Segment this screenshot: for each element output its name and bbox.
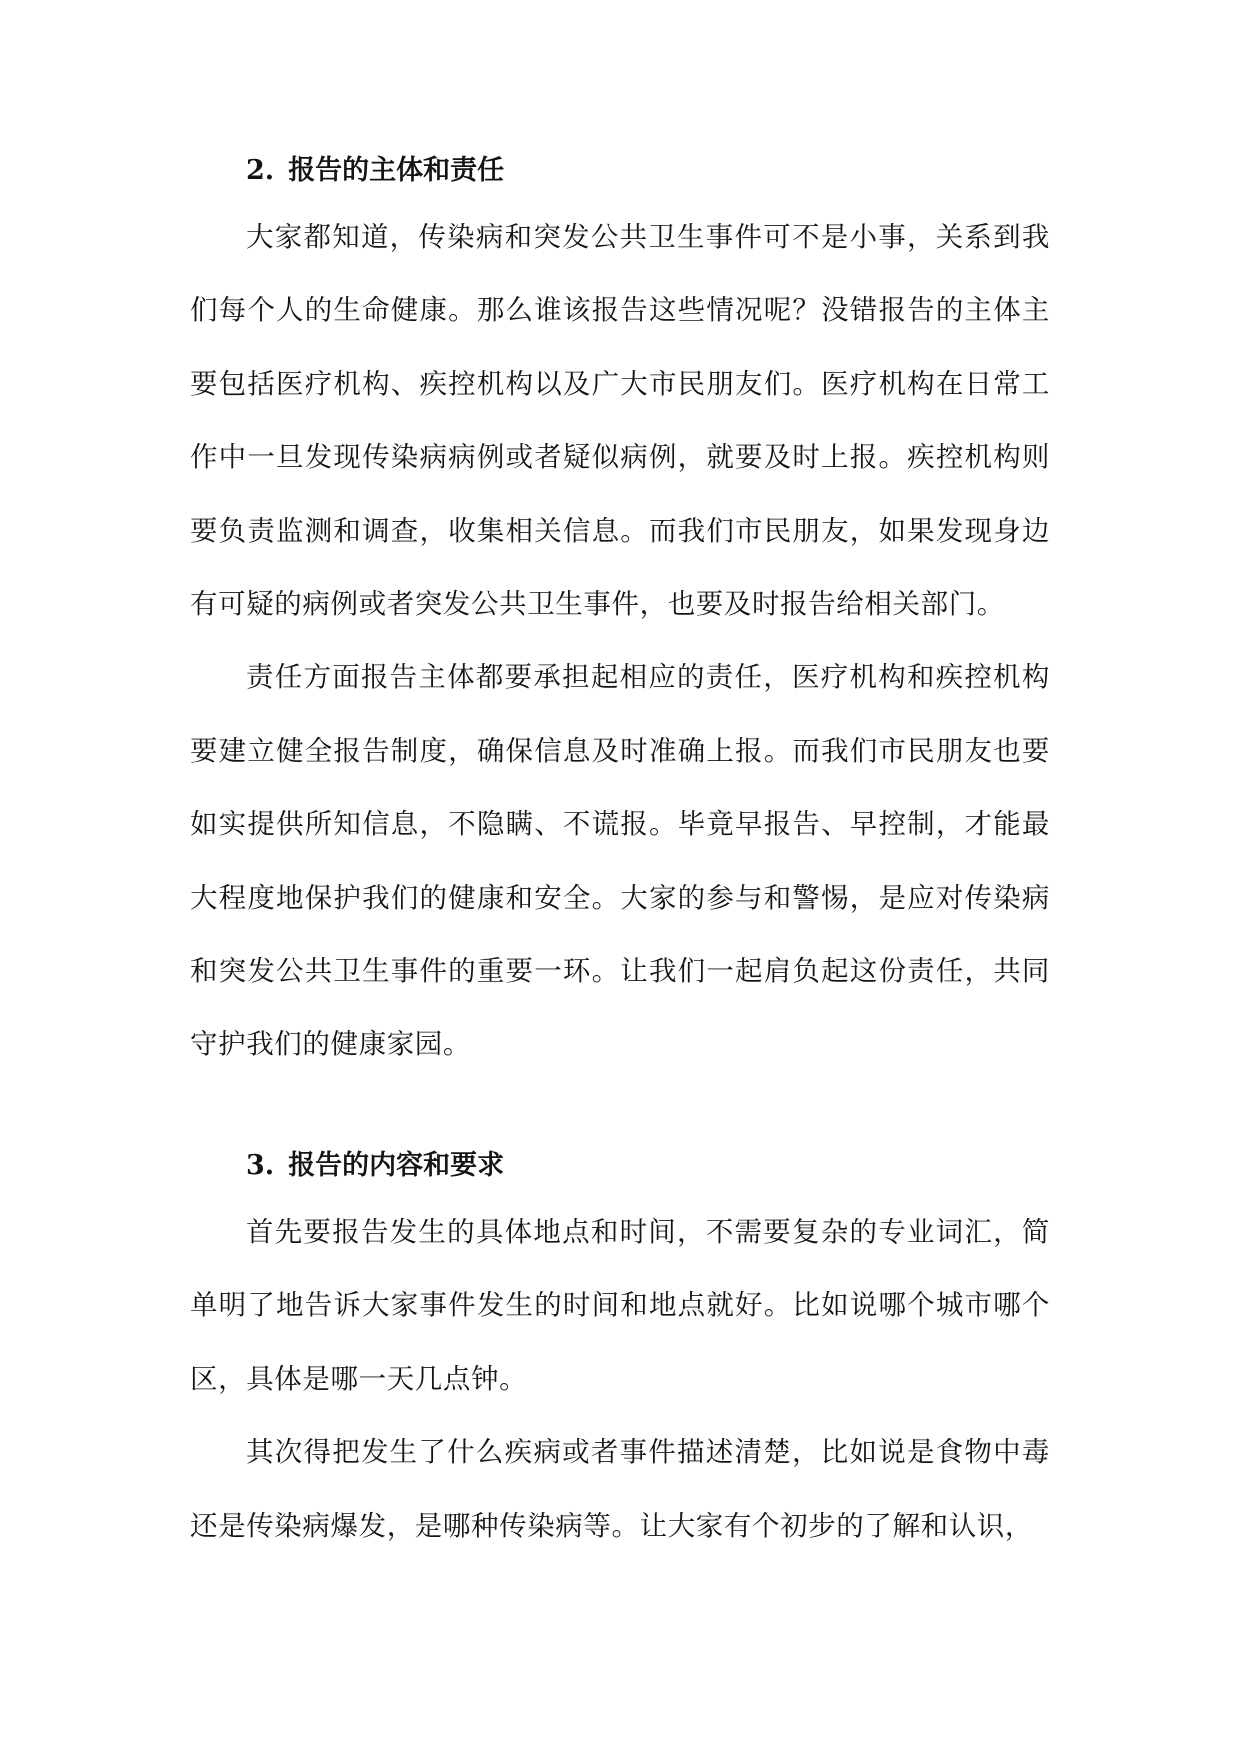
paragraph: 其次得把发生了什么疾病或者事件描述清楚，比如说是食物中毒还是传染病爆发，是哪种传染病等。让大家有个初步的了解和认识， [190,1436,1050,1542]
paragraph: 大家都知道，传染病和突发公共卫生事件可不是小事，关系到我们每个人的生命健康。那么谁该报告这些情况呢？没错报告的主体主要包括医疗机构、疾控机构以及广大市民朋友们。医疗机构在日常工作中一旦发现传染病病例或者疑似病例，就要及时上报。疾控机构则要负责监测和调查，收集相关信息。而我们市民朋友，如果发现身边有可疑的病例或者突发公共卫生事件，也要及时报告给相关部门。 [190,221,1050,621]
paragraph: 责任方面报告主体都要承担起相应的责任，医疗机构和疾控机构要建立健全报告制度，确保信息及时准确上报。而我们市民朋友也要如实提供所知信息，不隐瞒、不谎报。毕竟早报告、早控制，才能最大程度地保护我们的健康和安全。大家的参与和警惕，是应对传染病和突发公共卫生事件的重要一环。让我们一起肩负起这份责任，共同守护我们的健康家园。 [190,661,1050,1061]
section-number: 2. [246,155,275,186]
paragraph: 首先要报告发生的具体地点和时间，不需要复杂的专业词汇，简单明了地告诉大家事件发生的时间和地点就好。比如说哪个城市哪个区，具体是哪一天几点钟。 [190,1215,1050,1395]
section-title: 报告的主体和责任 [288,155,505,186]
section-heading [190,1145,1050,1187]
section-title: 报告的内容和要求 [288,1149,505,1181]
section-heading [190,150,1050,192]
section-number: 3. [246,1149,275,1181]
text-column [190,150,1050,1563]
section-3 [190,1145,1050,1563]
section-2 [190,150,1050,1082]
